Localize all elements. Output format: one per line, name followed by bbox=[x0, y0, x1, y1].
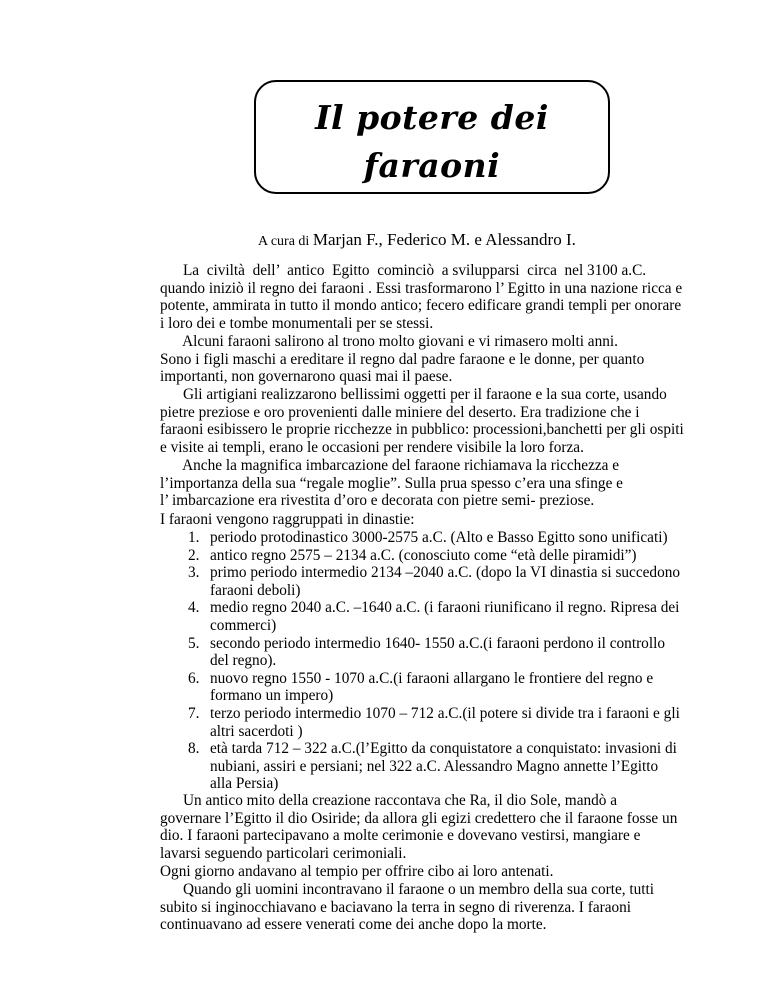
text-line: secondo periodo intermedio 1640- 1550 a.C.(i faraoni perdono il controllo bbox=[210, 634, 665, 652]
list-number: 6. bbox=[188, 669, 200, 687]
list-item bbox=[160, 705, 730, 740]
list-text bbox=[210, 529, 730, 547]
text-line: antico regno 2575 – 2134 a.C. (conosciuto come “età delle piramidi”) bbox=[210, 546, 637, 564]
list-number: 5. bbox=[188, 634, 200, 652]
text-line: potente, ammirata in tutto il mondo antico; fecero edificare grandi templi per onorare bbox=[160, 297, 682, 315]
text-line: pietre preziose e oro provenienti dalle miniere del deserto. Era tradizione che i bbox=[160, 403, 640, 421]
text-line: continuavano ad essere venerati come dei anche dopo la morte. bbox=[160, 916, 547, 934]
page-title bbox=[254, 94, 610, 190]
paragraph-3 bbox=[160, 386, 720, 456]
list-item bbox=[160, 547, 730, 565]
byline bbox=[258, 230, 576, 250]
text-line: lavarsi seguendo particolari cerimoniali. bbox=[160, 844, 407, 862]
text-line: l’ imbarcazione era rivestita d’oro e decorata con pietre semi- preziose. bbox=[160, 492, 595, 510]
text-line: terzo periodo intermedio 1070 – 712 a.C.(il potere si divide tra i faraoni e gli bbox=[210, 704, 680, 722]
list-number: 2. bbox=[188, 546, 200, 564]
paragraph-1 bbox=[160, 262, 720, 332]
text-line: periodo protodinastico 3000-2575 a.C. (Alto e Basso Egitto sono unificati) bbox=[210, 529, 668, 546]
list-number: 4. bbox=[188, 599, 200, 617]
text-line: del regno). bbox=[210, 652, 277, 670]
text-line: faraoni esibissero le proprie ricchezze in pubblico: processioni,banchetti per gli ospiti bbox=[160, 421, 684, 439]
text-line: dio. I faraoni partecipavano a molte cerimonie e dovevano vestirsi, mangiare e bbox=[160, 827, 641, 845]
text-line: altri sacerdoti ) bbox=[210, 722, 303, 740]
list-text bbox=[210, 599, 730, 634]
list-item bbox=[160, 564, 730, 599]
text-line: importanti, non governarono quasi mai il paese. bbox=[160, 368, 453, 386]
text-line: l’importanza della sua “regale moglie”. Sulla prua spesso c’era una sfinge e bbox=[160, 474, 623, 492]
text-line: faraoni deboli) bbox=[210, 581, 301, 599]
list-text bbox=[210, 705, 730, 740]
list-number: 8. bbox=[188, 740, 200, 758]
text-line: Anche la magnifica imbarcazione del faraone richiamava la ricchezza e bbox=[160, 457, 620, 474]
dynasties-list bbox=[160, 529, 730, 793]
text-line: Sono i figli maschi a ereditare il regno dal padre faraone e le donne, per quanto bbox=[160, 350, 645, 368]
list-text bbox=[210, 670, 730, 705]
text-line: governare l’Egitto il dio Osiride; da allora gli egizi credettero che il faraone fosse un bbox=[160, 809, 678, 827]
text-line: e visite ai templi, erano le occasioni per rendere visibile la loro forza. bbox=[160, 438, 584, 456]
text-line: Ogni giorno andavano al tempio per offrire cibo ai loro antenati. bbox=[160, 863, 554, 880]
paragraph-4 bbox=[160, 457, 720, 510]
list-text bbox=[210, 564, 730, 599]
text-line: medio regno 2040 a.C. –1640 a.C. (i faraoni riunificano il regno. Ripresa dei bbox=[210, 599, 680, 617]
text-line: alla Persia) bbox=[210, 775, 279, 793]
title-line-1: Il potere dei bbox=[315, 98, 549, 137]
list-item bbox=[160, 599, 730, 634]
paragraph-2 bbox=[160, 333, 720, 386]
title-line-2: faraoni bbox=[363, 146, 501, 185]
byline-prefix: A cura di bbox=[258, 234, 310, 249]
list-item bbox=[160, 635, 730, 670]
text-line: Quando gli uomini incontravano il faraone o un membro della sua corte, tutti bbox=[160, 881, 655, 898]
text-line: nuovo regno 1550 - 1070 a.C.(i faraoni allargano le frontiere del regno e bbox=[210, 669, 654, 687]
list-text bbox=[210, 635, 730, 670]
list-item bbox=[160, 670, 730, 705]
byline-authors: Marjan F., Federico M. e Alessandro I. bbox=[312, 230, 576, 249]
dynasties-intro: I faraoni vengono raggruppati in dinastie: bbox=[160, 511, 415, 528]
text-line: Un antico mito della creazione raccontava che Ra, il dio Sole, mandò a bbox=[160, 792, 618, 809]
closing-paragraph-2 bbox=[160, 863, 720, 881]
text-line: nubiani, assiri e persiani; nel 322 a.C. Alessandro Magno annette l’Egitto bbox=[210, 757, 659, 775]
list-text bbox=[210, 547, 730, 565]
text-line: età tarda 712 – 322 a.C.(l’Egitto da conquistatore a conquistato: invasioni di bbox=[210, 740, 677, 758]
list-number: 3. bbox=[188, 564, 200, 582]
list-text bbox=[210, 740, 730, 793]
text-line: Alcuni faraoni salirono al trono molto giovani e vi rimasero molti anni. bbox=[160, 333, 618, 350]
closing-paragraph-1 bbox=[160, 792, 720, 862]
text-line: i loro dei e tombe monumentali per se stessi. bbox=[160, 314, 434, 332]
text-line: commerci) bbox=[210, 616, 277, 634]
list-item bbox=[160, 740, 730, 793]
text-line: subito si inginocchiavano e baciavano la terra in segno di riverenza. I faraoni bbox=[160, 898, 632, 916]
text-line: primo periodo intermedio 2134 –2040 a.C. (dopo la VI dinastia si succedono bbox=[210, 564, 681, 582]
list-number: 7. bbox=[188, 704, 200, 722]
text-line: formano un impero) bbox=[210, 687, 334, 705]
list-number: 1. bbox=[188, 529, 200, 546]
text-line: Gli artigiani realizzarono bellissimi oggetti per il faraone e la sua corte, usando bbox=[160, 386, 667, 403]
list-item bbox=[160, 529, 730, 547]
closing-paragraph-3 bbox=[160, 881, 720, 934]
text-line: quando iniziò il regno dei faraoni . Essi trasformarono l’ Egitto in una nazione ricca e bbox=[160, 279, 683, 297]
text-line: La civiltà dell’ antico Egitto cominciò a svilupparsi circa nel 3100 a.C. bbox=[160, 262, 647, 279]
